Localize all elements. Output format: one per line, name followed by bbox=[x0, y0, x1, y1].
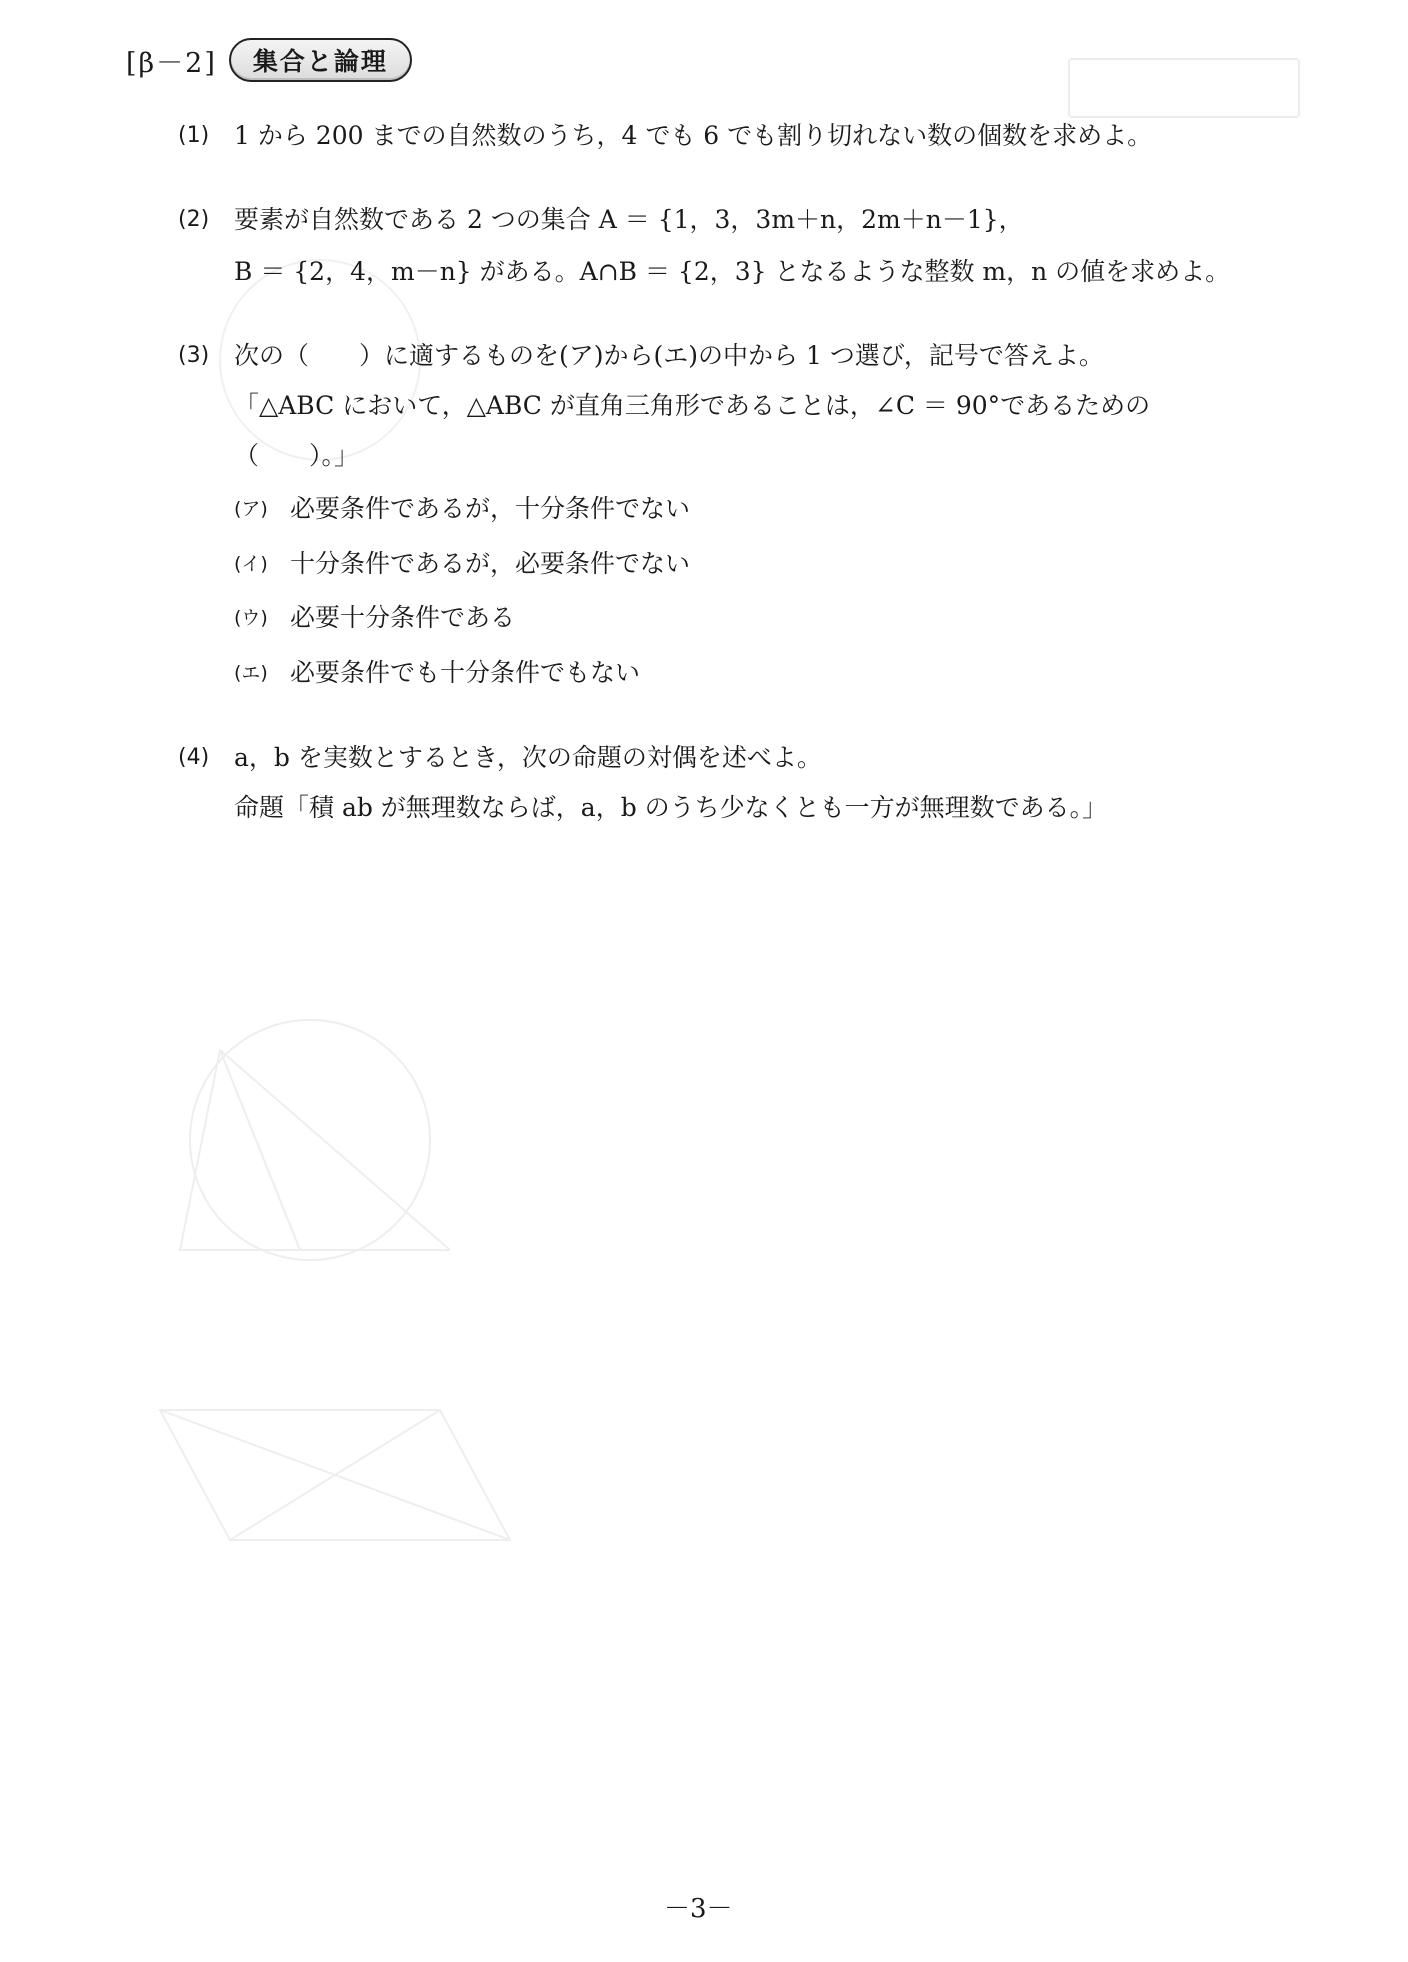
page-number: －3－ bbox=[664, 1894, 733, 1924]
ghost-figure-parallelogram bbox=[140, 1390, 540, 1550]
section-header bbox=[126, 38, 412, 82]
ghost-figure-circle bbox=[150, 1010, 450, 1310]
option-a-text: 必要条件であるが，十分条件でない bbox=[290, 494, 691, 523]
question-3-line-2: 「△ABC において，△ABC が直角三角形であることは，∠C ＝ 90°であるための bbox=[234, 391, 1151, 420]
question-3-line-1: 次の（ ）に適するものを(ア)から(エ)の中から 1 つ選び，記号で答えよ。 bbox=[234, 341, 1104, 370]
option-e-text: 必要条件でも十分条件でもない bbox=[290, 658, 641, 687]
option-i-label: (イ) bbox=[234, 553, 268, 575]
question-2-line-1: 要素が自然数である 2 つの集合 A ＝ {1，3，3m＋n，2m＋n－1}， bbox=[234, 205, 1024, 234]
question-2-line-2: B ＝ {2，4，m－n} がある。A∩B ＝ {2，3} となるような整数 m，n の値を求めよ。 bbox=[234, 257, 1231, 286]
ghost-box bbox=[1068, 58, 1300, 118]
question-3-number: (3) bbox=[178, 343, 210, 368]
question-4-line-1: a，b を実数とするとき，次の命題の対偶を述べよ。 bbox=[234, 743, 822, 772]
option-u-label: (ウ) bbox=[234, 607, 268, 629]
option-i-text: 十分条件であるが，必要条件でない bbox=[290, 549, 691, 578]
question-1-number: (1) bbox=[178, 123, 210, 148]
question-4-number: (4) bbox=[178, 745, 210, 770]
question-2-number: (2) bbox=[178, 207, 210, 232]
question-1-text: 1 から 200 までの自然数のうち，4 でも 6 でも割り切れない数の個数を求めよ。 bbox=[234, 121, 1153, 150]
option-e-label: (エ) bbox=[234, 662, 268, 684]
question-3-line-3: （ ）。」 bbox=[234, 441, 360, 470]
question-4-line-2: 命題「積 ab が無理数ならば，a，b のうち少なくとも一方が無理数である。」 bbox=[234, 793, 1108, 822]
section-label: [β－2] bbox=[126, 47, 217, 79]
section-title-badge: 集合と論理 bbox=[229, 38, 412, 82]
option-u-text: 必要十分条件である bbox=[290, 603, 516, 632]
option-a-label: (ア) bbox=[234, 498, 268, 520]
